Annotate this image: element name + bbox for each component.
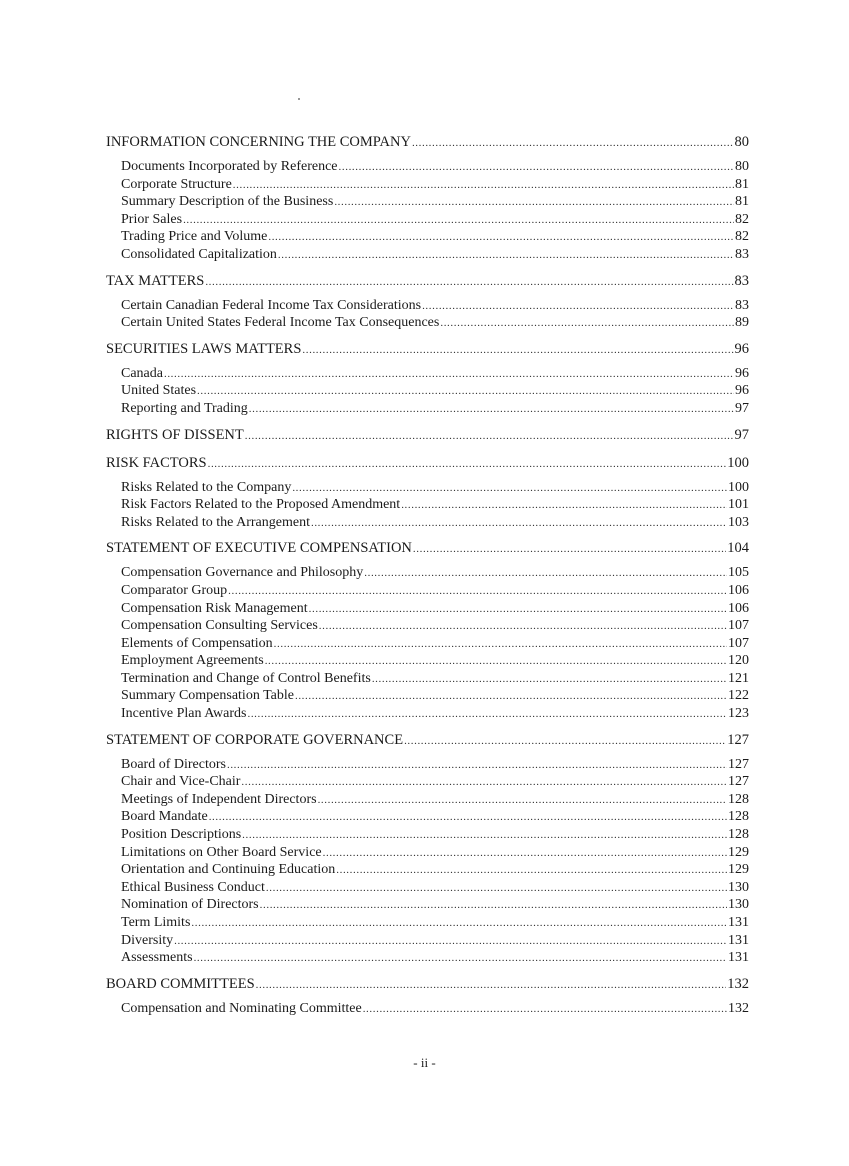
toc-entry-title: Certain Canadian Federal Income Tax Considerations (121, 297, 422, 313)
toc-entry-title: Compensation Governance and Philosophy (121, 565, 364, 581)
dot-leader (227, 759, 727, 771)
dot-leader (274, 638, 727, 650)
toc-entry-title: Reporting and Trading (121, 400, 248, 416)
toc-heading[interactable] (106, 540, 749, 560)
toc-entry[interactable] (106, 880, 749, 898)
toc-entry[interactable] (106, 497, 749, 515)
toc-section (106, 540, 749, 723)
toc-heading-title: BOARD COMMITTEES (106, 975, 255, 992)
toc-heading-title: RIGHTS OF DISSENT (106, 426, 244, 443)
toc-entry-title: Risks Related to the Company (121, 479, 292, 495)
toc-entry[interactable] (106, 515, 749, 533)
dot-leader (260, 899, 727, 911)
toc-entry[interactable] (106, 383, 749, 401)
dot-leader (249, 403, 734, 415)
dot-leader (209, 811, 727, 823)
toc-entry-title: Diversity (121, 932, 174, 948)
toc-entry-title: Certain United States Federal Income Tax Consequences (121, 315, 440, 331)
toc-entry-title: Prior Sales (121, 211, 183, 227)
toc-entry-page-number: 122 (728, 688, 749, 704)
toc-heading-title: INFORMATION CONCERNING THE COMPANY (106, 134, 411, 150)
toc-entry-title: Board Mandate (121, 809, 208, 825)
dot-leader (311, 517, 727, 529)
toc-entry-title: Canada (121, 365, 163, 381)
dot-leader (205, 276, 733, 288)
dot-leader (233, 179, 734, 191)
toc-section (106, 341, 749, 419)
toc-entry[interactable] (106, 159, 749, 177)
dot-leader (413, 543, 726, 555)
toc-entry-page-number: 80 (735, 159, 749, 174)
toc-section (106, 134, 749, 265)
toc-entry-page-number: 132 (728, 1000, 749, 1016)
toc-heading[interactable] (106, 273, 749, 293)
toc-entry-title: Documents Incorporated by Reference (121, 159, 338, 174)
dot-leader (245, 430, 734, 442)
dot-leader (164, 368, 734, 380)
toc-entry[interactable] (106, 401, 749, 419)
dot-leader (372, 673, 727, 685)
dot-leader (256, 979, 727, 991)
dot-leader (247, 708, 727, 720)
toc-entry-page-number: 131 (728, 950, 749, 966)
dot-leader (278, 249, 734, 261)
toc-entry-page-number: 100 (728, 479, 749, 495)
toc-entry-page-number: 127 (728, 774, 749, 790)
dot-leader (412, 137, 734, 149)
toc-heading-page-number: 127 (727, 731, 749, 748)
dot-leader (364, 567, 727, 579)
toc-entry[interactable] (106, 897, 749, 915)
toc-entry[interactable] (106, 480, 749, 498)
dot-leader (266, 882, 727, 894)
toc-entry-page-number: 97 (735, 400, 749, 416)
toc-entry[interactable] (106, 827, 749, 845)
toc-entry-page-number: 89 (735, 315, 749, 331)
toc-entry-title: Ethical Business Conduct (121, 879, 265, 895)
toc-entry-page-number: 103 (728, 514, 749, 530)
dot-leader (174, 935, 727, 947)
dot-leader (194, 952, 727, 964)
toc-heading[interactable] (106, 134, 749, 154)
toc-entry[interactable] (106, 247, 749, 265)
toc-entry-page-number: 120 (728, 653, 749, 669)
toc-section (106, 455, 749, 533)
toc-heading-title: SECURITIES LAWS MATTERS (106, 340, 302, 357)
toc-heading[interactable] (106, 732, 749, 752)
toc-entry[interactable] (106, 950, 749, 968)
toc-heading-page-number: 132 (727, 975, 749, 992)
dot-leader (191, 917, 727, 929)
dot-leader (309, 603, 727, 615)
toc-heading-page-number: 97 (734, 426, 749, 443)
toc-entry[interactable] (106, 706, 749, 724)
toc-entry[interactable] (106, 671, 749, 689)
toc-entry[interactable] (106, 315, 749, 333)
dot-leader (292, 482, 727, 494)
dot-leader (401, 499, 727, 511)
dot-leader (228, 585, 727, 597)
toc-entry[interactable] (106, 636, 749, 654)
toc-entry-page-number: 121 (728, 670, 749, 686)
toc-entry-title: Risks Related to the Arrangement (121, 514, 310, 530)
toc-entry-title: Limitations on Other Board Service (121, 844, 322, 860)
toc-entry[interactable] (106, 792, 749, 810)
toc-entry[interactable] (106, 653, 749, 671)
toc-entry-page-number: 96 (735, 365, 749, 381)
toc-entry-title: Meetings of Independent Directors (121, 791, 317, 807)
page-number: - ii - (413, 1055, 436, 1070)
toc-entry-page-number: 129 (728, 844, 749, 860)
toc-heading[interactable] (106, 455, 749, 475)
toc-entry-title: Termination and Change of Control Benefits (121, 670, 371, 686)
toc-entry-title: Consolidated Capitalization (121, 246, 277, 262)
toc-entry[interactable] (106, 565, 749, 583)
toc-entry-page-number: 128 (728, 809, 749, 825)
toc-section (106, 273, 749, 333)
toc-section (106, 732, 749, 968)
toc-entry-page-number: 106 (728, 582, 749, 598)
toc-entry-title: Compensation Risk Management (121, 600, 308, 616)
toc-entry[interactable] (106, 194, 749, 212)
dot-leader (404, 735, 726, 747)
dot-leader (241, 776, 727, 788)
toc-entry-page-number: 105 (728, 565, 749, 581)
toc-entry[interactable] (106, 229, 749, 247)
toc-entry[interactable] (106, 757, 749, 775)
dot-leader (334, 196, 734, 208)
toc-entry[interactable] (106, 1001, 749, 1019)
toc-entry-title: Elements of Compensation (121, 635, 273, 651)
dot-leader (363, 1003, 727, 1015)
toc-heading-title: STATEMENT OF CORPORATE GOVERNANCE (106, 731, 404, 748)
toc-heading-title: STATEMENT OF EXECUTIVE COMPENSATION (106, 540, 412, 557)
toc-entry-title: Term Limits (121, 915, 191, 930)
dot-leader (268, 231, 734, 243)
toc-entry-title: Compensation and Nominating Committee (121, 1000, 362, 1016)
toc-entry-title: Corporate Structure (121, 176, 232, 192)
toc-entry-title: Employment Agreements (121, 653, 264, 669)
toc-entry-title: Comparator Group (121, 582, 228, 598)
toc-entry-page-number: 81 (735, 176, 749, 192)
toc-entry-title: Position Descriptions (121, 827, 242, 843)
dot-leader (318, 794, 727, 806)
toc-entry[interactable] (106, 583, 749, 601)
dot-leader (339, 161, 734, 173)
toc-heading-page-number: 96 (734, 340, 749, 357)
dot-leader (440, 317, 734, 329)
dot-leader (197, 385, 734, 397)
dot-leader (295, 690, 727, 702)
toc-entry[interactable] (106, 177, 749, 195)
toc-heading-page-number: 83 (734, 272, 749, 289)
toc-section (106, 427, 749, 447)
toc-heading-title: RISK FACTORS (106, 454, 207, 471)
toc-entry-title: United States (121, 383, 197, 399)
toc-entry-page-number: 101 (728, 497, 749, 513)
toc-entry-page-number: 83 (735, 246, 749, 262)
toc-entry[interactable] (106, 915, 749, 933)
toc-entry-title: Board of Directors (121, 756, 226, 772)
toc-entry-page-number: 107 (728, 635, 749, 651)
toc-entry-title: Summary Compensation Table (121, 688, 294, 704)
dot-leader (336, 864, 727, 876)
toc-heading[interactable] (106, 976, 749, 996)
toc-entry-title: Risk Factors Related to the Proposed Amendment (121, 497, 401, 513)
toc-entry-page-number: 129 (728, 862, 749, 878)
stray-mark (298, 98, 300, 100)
toc-entry-page-number: 131 (728, 932, 749, 948)
toc-entry-title: Compensation Consulting Services (121, 618, 318, 634)
toc-entry-page-number: 82 (735, 211, 749, 227)
toc-entry-page-number: 130 (728, 879, 749, 895)
toc-entry-page-number: 128 (728, 791, 749, 807)
toc-entry-page-number: 127 (728, 756, 749, 772)
toc-entry[interactable] (106, 862, 749, 880)
toc-entry-title: Assessments (121, 950, 193, 966)
toc-entry[interactable] (106, 601, 749, 619)
toc-entry[interactable] (106, 688, 749, 706)
toc-heading[interactable] (106, 341, 749, 361)
dot-leader (302, 344, 733, 356)
toc-entry[interactable] (106, 618, 749, 636)
dot-leader (323, 847, 727, 859)
toc-entry-page-number: 106 (728, 600, 749, 616)
toc-entry-page-number: 81 (735, 194, 749, 210)
table-of-contents (106, 134, 749, 1026)
toc-entry-page-number: 131 (728, 915, 749, 930)
dot-leader (242, 829, 727, 841)
toc-entry-page-number: 82 (735, 229, 749, 245)
toc-entry[interactable] (106, 212, 749, 230)
toc-entry-page-number: 123 (728, 706, 749, 722)
toc-entry-title: Nomination of Directors (121, 897, 259, 913)
toc-entry[interactable] (106, 809, 749, 827)
toc-entry-title: Orientation and Continuing Education (121, 862, 336, 878)
toc-entry-page-number: 83 (735, 297, 749, 313)
toc-entry[interactable] (106, 845, 749, 863)
toc-entry-page-number: 128 (728, 827, 749, 843)
toc-entry[interactable] (106, 774, 749, 792)
toc-heading-page-number: 104 (727, 540, 749, 557)
toc-entry-title: Summary Description of the Business (121, 194, 334, 210)
toc-entry-page-number: 96 (735, 383, 749, 399)
toc-entry-title: Incentive Plan Awards (121, 706, 247, 722)
toc-entry[interactable] (106, 366, 749, 384)
toc-entry[interactable] (106, 298, 749, 316)
toc-heading[interactable] (106, 427, 749, 447)
dot-leader (319, 620, 727, 632)
dot-leader (208, 458, 727, 470)
toc-entry-title: Chair and Vice-Chair (121, 774, 241, 790)
toc-heading-title: TAX MATTERS (106, 272, 205, 289)
toc-entry-page-number: 107 (728, 618, 749, 634)
toc-entry[interactable] (106, 933, 749, 951)
dot-leader (265, 655, 727, 667)
toc-heading-page-number: 80 (734, 134, 749, 150)
dot-leader (422, 300, 734, 312)
toc-entry-title: Trading Price and Volume (121, 229, 268, 245)
toc-section (106, 976, 749, 1019)
toc-entry-page-number: 130 (728, 897, 749, 913)
toc-heading-page-number: 100 (727, 454, 749, 471)
dot-leader (183, 214, 734, 226)
